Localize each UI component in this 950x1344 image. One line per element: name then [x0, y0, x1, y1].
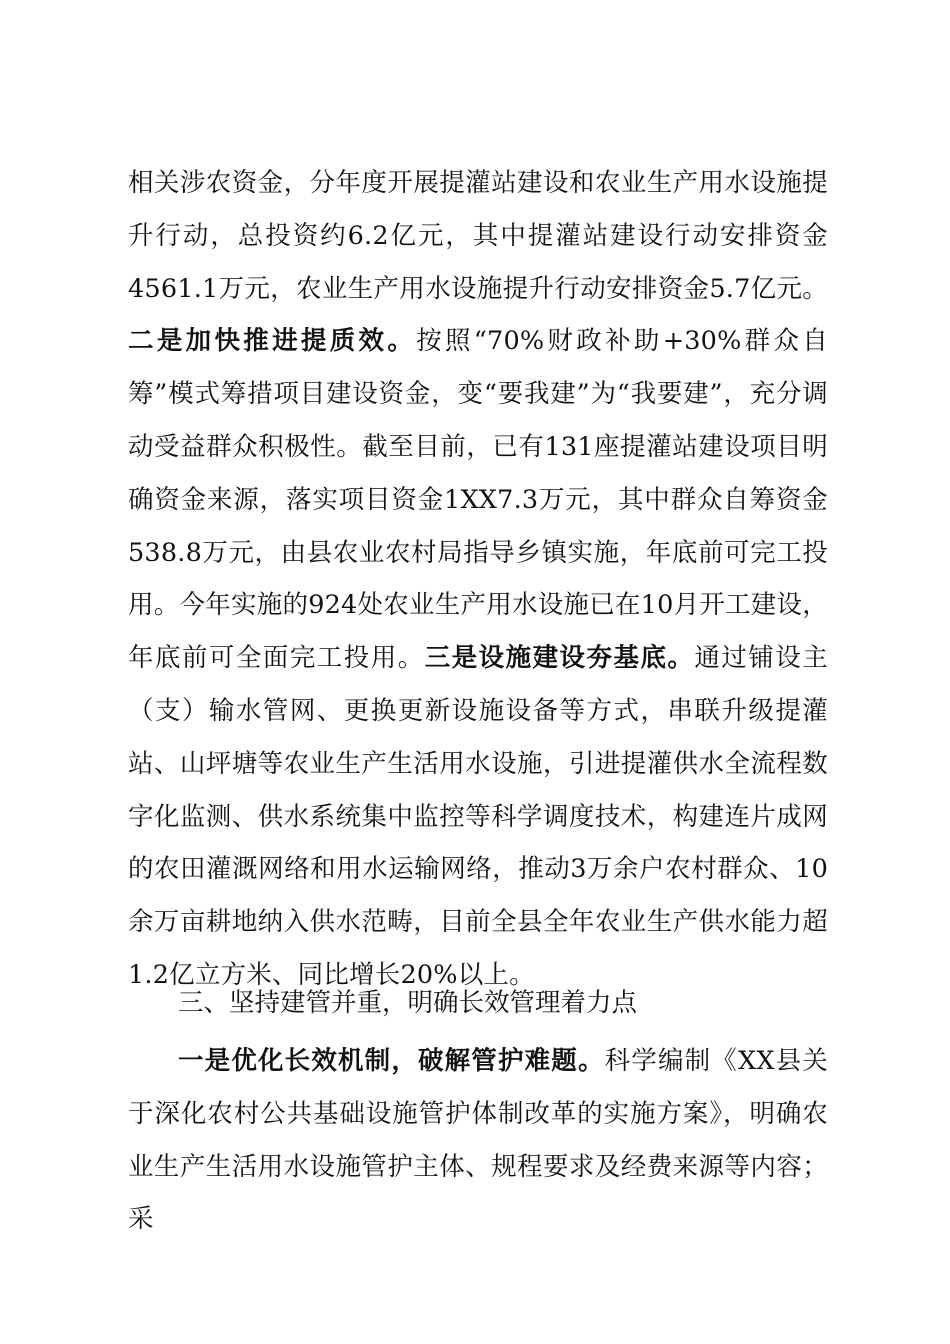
body-paragraph-management — [128, 1035, 828, 1246]
point-three-heading: 三是设施建设夯基底。 — [424, 643, 695, 674]
point-one-text: 科学编制《XX县关于深化农村公共基础设施管护体制改革的实施方案》，明确农业生产生活用水设施管护主体、规程要求及经费来源等内容；采 — [128, 1046, 829, 1235]
point-two-text: 按照“70%财政补助+30%群众自筹”模式筹措项目建设资金，变“要我建”为“我要建”，充分调动受益群众积极性。截至目前，已有131座提灌站建设项目明确资金来源，落实项目资金1XX7.3万元，其中群众自筹资金538.8万元，由县农业农村局指导乡镇实施，年底前可完工投用。今年实施的924处农业生产用水设施已在10月开工建设，年底前可全面完工投用。 — [128, 326, 828, 674]
point-three-text: 通过铺设主（支）输水管网、更换更新设施设备等方式，串联升级提灌站、山坪塘等农业生产生活用水设施，引进提灌供水全流程数字化监测、供水系统集中监控等科学调度技术，构建连片成网的农田灌溉网络和用水运输网络，推动3万余户农村群众、10余万亩耕地纳入供水范畴，目前全县全年农业生产供水能力超1.2亿立方米、同比增长20%以上。 — [128, 643, 828, 990]
paragraph-lead-text: 相关涉农资金，分年度开展提灌站建设和农业生产用水设施提升行动，总投资约6.2亿元，其中提灌站建设行动安排资金4561.1万元，农业生产用水设施提升行动安排资金5.7亿元。 — [128, 168, 828, 304]
body-paragraph-funding — [128, 157, 828, 1002]
point-two-heading: 二是加快推进提质效。 — [128, 326, 417, 357]
section-heading: 三、坚持建管并重，明确长效管理着力点 — [178, 988, 638, 1018]
point-one-heading: 一是优化长效机制，破解管护难题。 — [178, 1046, 605, 1076]
